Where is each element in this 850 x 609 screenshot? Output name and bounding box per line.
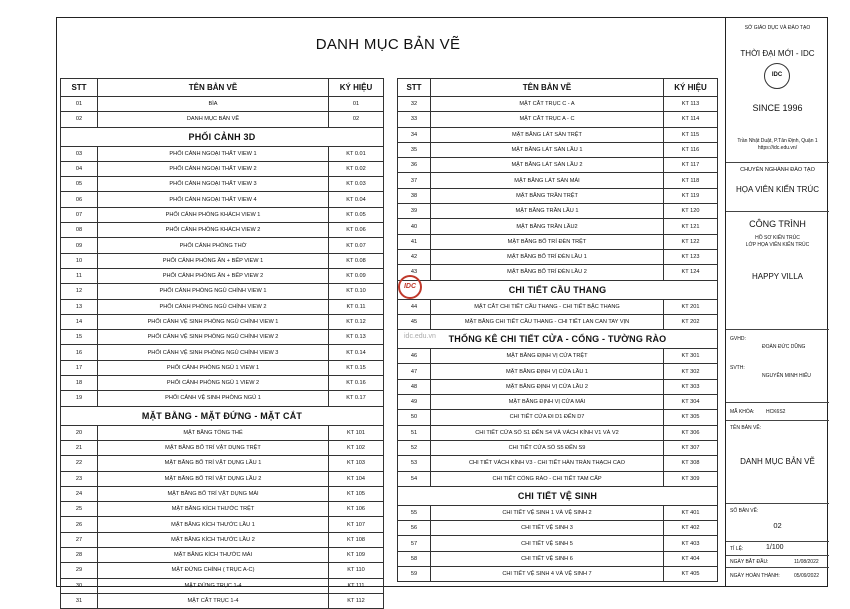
start-date-block [726,556,829,568]
table-row [61,456,384,471]
table-row [61,376,384,391]
table-row [61,284,384,299]
col-header-stt: STT [398,79,431,97]
cell-code: KT 404 [664,551,718,566]
table-row [398,471,718,486]
cell-name: MẶT BẰNG ĐỊNH VỊ CỬA TRỆT [431,349,664,364]
cell-code: KT 112 [329,593,384,608]
cell-name: DANH MỤC BẢN VẼ [98,112,329,127]
table-row [61,502,384,517]
cell-stt: 23 [61,471,98,486]
cell-stt: 17 [61,360,98,375]
cell-stt: 32 [398,97,431,112]
cell-name: PHỐI CẢNH PHÒNG ĂN + BẾP VIEW 2 [98,268,329,283]
table-row [61,391,384,406]
table-row [61,146,384,161]
cell-stt: 24 [61,486,98,501]
cell-name: MẶT BẰNG BỐ TRÍ VẬT DỤNG LẦU 2 [98,471,329,486]
cell-name: PHỐI CẢNH VỆ SINH PHÒNG NGỦ 1 [98,391,329,406]
table-row [61,161,384,176]
table-row [61,330,384,345]
cell-code: KT 104 [329,471,384,486]
table-row [61,192,384,207]
table-row [398,299,718,314]
cell-name: CHI TIẾT VỆ SINH 4 VÀ VỆ SINH 7 [431,567,664,582]
cell-name: PHỐI CẢNH VỆ SINH PHÒNG NGỦ CHÍNH VIEW 3 [98,345,329,360]
cell-stt: 12 [61,284,98,299]
table-row [398,142,718,157]
people-block [726,330,829,403]
end-date-value: 05/09/2022 [794,573,820,579]
cell-name: CHI TIẾT VỆ SINH 1 VÀ VỆ SINH 2 [431,505,664,520]
table-row [61,578,384,593]
cell-name: MẶT CẮT TRỤC 1-4 [98,593,329,608]
cell-stt: 20 [61,425,98,440]
cell-name: MẶT ĐỨNG TRỤC 1-4 [98,578,329,593]
cell-stt: 58 [398,551,431,566]
cell-name: MẶT BẰNG BỐ TRÍ ĐÈN TRỆT [431,234,664,249]
major-value: HỌA VIÊN KIẾN TRÚC [736,185,819,194]
cell-stt: 33 [398,112,431,127]
cell-stt: 03 [61,146,98,161]
scale-value: 1/100 [766,544,784,551]
svth-value: NGUYỄN MINH HIẾU [762,373,811,379]
cell-stt: 13 [61,299,98,314]
table-row [398,536,718,551]
table-row [398,204,718,219]
cell-stt: 50 [398,410,431,425]
cell-name: CHI TIẾT VỆ SINH 6 [431,551,664,566]
table-row [61,532,384,547]
cell-stt: 57 [398,536,431,551]
drawing-list-table-right [397,78,718,582]
cell-code: KT 302 [664,364,718,379]
end-date-label: NGÀY HOÀN THÀNH: [730,573,780,579]
cell-name: MẶT BẰNG LÁT SÀN MÁI [431,173,664,188]
cell-name: PHỐI CẢNH PHÒNG NGỦ CHÍNH VIEW 1 [98,284,329,299]
cell-stt: 19 [61,391,98,406]
cell-stt: 26 [61,517,98,532]
section-row [398,330,718,349]
cell-name: MẶT BẰNG TRẦN LẦU2 [431,219,664,234]
cell-code: 02 [329,112,384,127]
cell-stt: 09 [61,238,98,253]
cell-name: MẶT BẰNG ĐỊNH VỊ CỬA LẦU 2 [431,379,664,394]
cell-code: KT 0.13 [329,330,384,345]
cell-code: KT 307 [664,440,718,455]
table-row [61,471,384,486]
section-title: CHI TIẾT VỆ SINH [398,486,718,505]
cell-name: MẶT BẰNG ĐỊNH VỊ CỬA MÁI [431,395,664,410]
cell-code: KT 402 [664,521,718,536]
cell-code: KT 304 [664,395,718,410]
cell-code: KT 114 [664,112,718,127]
course-block [726,403,829,421]
page-title: DANH MỤC BẢN VẼ [315,36,461,53]
col-header-code: KÝ HIỆU [664,79,718,97]
cell-name: CHI TIẾT CỔNG RÀO - CHI TIẾT TAM CẤP [431,471,664,486]
drawing-name-block [726,421,829,504]
cell-code: KT 401 [664,505,718,520]
cell-name: PHỐI CẢNH PHÒNG NGỦ 1 VIEW 1 [98,360,329,375]
cell-code: KT 103 [329,456,384,471]
scale-label: TỈ LỆ: [730,546,744,552]
cell-code: KT 108 [329,532,384,547]
cell-code: KT 0.02 [329,161,384,176]
major-block [726,163,829,212]
table-row [61,223,384,238]
cell-name: MẶT BẰNG BỐ TRÍ ĐÈN LẦU 1 [431,249,664,264]
section-title: PHỐI CẢNH 3D [61,127,384,146]
table-row [61,299,384,314]
cell-code: KT 0.04 [329,192,384,207]
cell-code: KT 306 [664,425,718,440]
cell-stt: 34 [398,127,431,142]
cell-stt: 10 [61,253,98,268]
cell-stt: 53 [398,456,431,471]
section-title: CHI TIẾT CẦU THANG [398,280,718,299]
watermark-logo: IDC [398,275,422,299]
table-row [398,410,718,425]
cell-code: KT 107 [329,517,384,532]
table-row [398,395,718,410]
cell-stt: 14 [61,314,98,329]
cell-code: KT 109 [329,548,384,563]
cell-stt: 49 [398,395,431,410]
col-header-name: TÊN BẢN VẼ [431,79,664,97]
table-row [398,567,718,582]
end-date-block [726,568,829,587]
cell-name: MẶT BẰNG BỐ TRÍ VẬT DỤNG MÁI [98,486,329,501]
cell-code: KT 0.14 [329,345,384,360]
project-label: CÔNG TRÌNH [749,219,806,229]
table-row [61,425,384,440]
table-row [61,486,384,501]
major-label: CHUYÊN NGHÀNH ĐÀO TẠO [740,167,815,173]
cell-stt: 48 [398,379,431,394]
table-row [61,253,384,268]
cell-name: CHI TIẾT VỆ SINH 5 [431,536,664,551]
cell-code: KT 123 [664,249,718,264]
cell-name: CHI TIẾT VÁCH KÍNH V3 - CHI TIẾT HÀN TRÀN THẠCH CAO [431,456,664,471]
cell-stt: 37 [398,173,431,188]
table-row [61,268,384,283]
table-row [398,364,718,379]
table-row [61,207,384,222]
school-block [726,17,829,163]
cell-stt: 01 [61,97,98,112]
cell-stt: 36 [398,158,431,173]
cell-code: KT 403 [664,536,718,551]
drawing-name-label: TÊN BẢN VẼ: [730,425,762,431]
cell-name: MẶT ĐỨNG CHÍNH ( TRỤC A-C) [98,563,329,578]
cell-stt: 05 [61,177,98,192]
cell-name: MẶT CẮT TRỤC C - A [431,97,664,112]
cell-stt: 42 [398,249,431,264]
cell-name: CHI TIẾT CỬA SỔ S5 ĐẾN S9 [431,440,664,455]
cell-name: MẶT BẰNG BỐ TRÍ VẬT DỤNG LẦU 1 [98,456,329,471]
gvhd-label: GVHD: [730,336,746,342]
cell-name: MẶT BẰNG TRẦN LẦU 1 [431,204,664,219]
section-row [61,127,384,146]
cell-stt: 44 [398,299,431,314]
cell-name: MẶT BẰNG LÁT SÀN TRỆT [431,127,664,142]
cell-code: KT 201 [664,299,718,314]
table-row [61,314,384,329]
scale-block [726,542,829,556]
gvhd-value: ĐOÀN ĐỨC DŨNG [762,344,806,350]
table-row [61,593,384,608]
cell-stt: 02 [61,112,98,127]
cell-name: CHI TIẾT CỬA ĐI D1 ĐẾN D7 [431,410,664,425]
dept-label: SỞ GIÁO DỤC VÀ ĐÀO TẠO [744,25,811,31]
cell-name: MẶT BẰNG KÍCH THƯỚC LẦU 1 [98,517,329,532]
cell-code: KT 111 [329,578,384,593]
course-value: HCK6S2 [766,409,786,415]
table-row [398,249,718,264]
cell-name: MẶT BẰNG BỐ TRÍ ĐÈN LẦU 2 [431,265,664,280]
table-row [398,456,718,471]
table-row [61,360,384,375]
cell-name: PHỐI CẢNH PHÒNG NGỦ CHÍNH VIEW 2 [98,299,329,314]
cell-code: KT 0.03 [329,177,384,192]
website-text: https://idc.edu.vn/ [757,145,798,151]
cell-stt: 06 [61,192,98,207]
cell-code: KT 102 [329,440,384,455]
cell-code: KT 110 [329,563,384,578]
cell-stt: 27 [61,532,98,547]
cell-name: MẶT BẰNG TRẦN TRỆT [431,188,664,203]
table-row [61,345,384,360]
cell-stt: 15 [61,330,98,345]
cell-name: MẶT CẮT TRỤC A - C [431,112,664,127]
cell-code: KT 121 [664,219,718,234]
cell-name: MẶT BẰNG ĐỊNH VỊ CỬA LẦU 1 [431,364,664,379]
table-row [61,112,384,127]
cell-stt: 28 [61,548,98,563]
cell-code: KT 0.07 [329,238,384,253]
table-row [398,97,718,112]
cell-stt: 08 [61,223,98,238]
title-block [725,17,828,587]
table-row [61,548,384,563]
table-row [398,314,718,329]
project-sub2: LỚP HỌA VIÊN KIẾN TRÚC [745,242,810,248]
section-row [61,406,384,425]
cell-stt: 56 [398,521,431,536]
school-name: THỜI ĐẠI MỚI - IDC [740,49,815,58]
cell-name: PHỐI CẢNH PHÒNG KHÁCH VIEW 1 [98,207,329,222]
cell-code: KT 0.01 [329,146,384,161]
cell-code: KT 0.05 [329,207,384,222]
cell-code: KT 301 [664,349,718,364]
cell-stt: 46 [398,349,431,364]
cell-code: KT 119 [664,188,718,203]
cell-stt: 04 [61,161,98,176]
address-text: Trần Nhật Duật, P.Tân Định, Quận 1 [737,138,818,144]
cell-stt: 39 [398,204,431,219]
cell-code: KT 303 [664,379,718,394]
cell-name: PHỐI CẢNH PHÒNG KHÁCH VIEW 2 [98,223,329,238]
cell-name: PHỐI CẢNH VỆ SINH PHÒNG NGỦ CHÍNH VIEW 2 [98,330,329,345]
table-row [398,349,718,364]
table-row [398,219,718,234]
cell-name: MẶT BẰNG BỐ TRÍ VẬT DỤNG TRỆT [98,440,329,455]
project-block [726,212,829,330]
table-row [398,265,718,280]
cell-stt: 40 [398,219,431,234]
cell-code: KT 309 [664,471,718,486]
cell-stt: 25 [61,502,98,517]
table-row [398,127,718,142]
cell-stt: 43 [398,265,431,280]
cell-code: KT 0.17 [329,391,384,406]
cell-stt: 18 [61,376,98,391]
table-row [61,238,384,253]
cell-name: PHỐI CẢNH NGOẠI THẤT VIEW 1 [98,146,329,161]
cell-stt: 52 [398,440,431,455]
table-row [398,188,718,203]
cell-name: PHỐI CẢNH PHÒNG THỜ [98,238,329,253]
cell-code: KT 0.16 [329,376,384,391]
cell-name: MẶT BẰNG LÁT SÀN LẦU 1 [431,142,664,157]
project-value: HAPPY VILLA [752,272,803,281]
cell-code: KT 0.08 [329,253,384,268]
cell-name: MẶT BẰNG CHI TIẾT CẦU THANG - CHI TIẾT LAN CAN TAY VỊN [431,314,664,329]
cell-stt: 38 [398,188,431,203]
cell-code: KT 308 [664,456,718,471]
sheet-label: SỐ BẢN VẼ: [730,508,759,514]
cell-code: KT 115 [664,127,718,142]
cell-stt: 21 [61,440,98,455]
cell-code: 01 [329,97,384,112]
cell-stt: 30 [61,578,98,593]
cell-stt: 11 [61,268,98,283]
table-row [398,521,718,536]
table-row [61,517,384,532]
drawing-list-table-left [60,78,384,609]
cell-stt: 22 [61,456,98,471]
cell-stt: 35 [398,142,431,157]
cell-name: MẶT BẰNG KÍCH THƯỚC MÁI [98,548,329,563]
cell-code: KT 0.09 [329,268,384,283]
cell-name: PHỐI CẢNH VỆ SINH PHÒNG NGỦ CHÍNH VIEW 1 [98,314,329,329]
section-title: MẶT BẰNG - MẶT ĐỨNG - MẶT CẮT [61,406,384,425]
cell-stt: 45 [398,314,431,329]
col-header-name: TÊN BẢN VẼ [98,79,329,97]
cell-name: PHỐI CẢNH PHÒNG ĂN + BẾP VIEW 1 [98,253,329,268]
col-header-stt: STT [61,79,98,97]
table-row [398,505,718,520]
course-label: MÃ KHÓA: [730,409,755,415]
cell-code: KT 0.10 [329,284,384,299]
col-header-code: KÝ HIỆU [329,79,384,97]
cell-stt: 07 [61,207,98,222]
project-sub1: HỒ SƠ KIẾN TRÚC [755,235,800,241]
cell-code: KT 105 [329,486,384,501]
cell-stt: 59 [398,567,431,582]
cell-stt: 16 [61,345,98,360]
cell-stt: 29 [61,563,98,578]
cell-code: KT 0.12 [329,314,384,329]
cell-name: MẶT CẮT CHI TIẾT CẦU THANG - CHI TIẾT BẬC THANG [431,299,664,314]
cell-name: MẶT BẰNG LÁT SÀN LẦU 2 [431,158,664,173]
drawing-name-value: DANH MỤC BẢN VẼ [740,457,815,466]
cell-name: PHỐI CẢNH NGOẠI THẤT VIEW 3 [98,177,329,192]
cell-stt: 51 [398,425,431,440]
cell-name: MẶT BẰNG KÍCH THƯỚC TRỆT [98,502,329,517]
svth-label: SVTH: [730,365,745,371]
section-row [398,486,718,505]
cell-code: KT 120 [664,204,718,219]
cell-stt: 47 [398,364,431,379]
cell-code: KT 0.15 [329,360,384,375]
cell-code: KT 122 [664,234,718,249]
table-row [61,440,384,455]
cell-stt: 55 [398,505,431,520]
start-date-value: 11/08/2022 [794,559,819,565]
table-row [61,97,384,112]
cell-name: PHỐI CẢNH NGOẠI THẤT VIEW 2 [98,161,329,176]
cell-stt: 41 [398,234,431,249]
cell-code: KT 117 [664,158,718,173]
cell-stt: 31 [61,593,98,608]
cell-stt: 54 [398,471,431,486]
cell-name: MẶT BẰNG KÍCH THƯỚC LẦU 2 [98,532,329,547]
start-date-label: NGÀY BẮT ĐẦU: [730,559,769,565]
watermark-text: idc.edu.vn [404,333,436,340]
table-row [398,158,718,173]
sheet-value: 02 [773,521,782,530]
cell-code: KT 0.11 [329,299,384,314]
table-row [61,563,384,578]
cell-code: KT 101 [329,425,384,440]
cell-code: KT 305 [664,410,718,425]
since-text: SINCE 1996 [752,103,803,113]
cell-name: MẶT BẰNG TỔNG THỂ [98,425,329,440]
table-row [398,173,718,188]
table-row [398,234,718,249]
cell-code: KT 118 [664,173,718,188]
cell-code: KT 113 [664,97,718,112]
section-title: THỐNG KÊ CHI TIẾT CỬA - CỔNG - TƯỜNG RÀO [398,330,718,349]
cell-code: KT 405 [664,567,718,582]
table-row [398,379,718,394]
sheet-block [726,504,829,542]
cell-name: PHỐI CẢNH NGOẠI THẤT VIEW 4 [98,192,329,207]
cell-name: CHI TIẾT VỆ SINH 3 [431,521,664,536]
cell-name: PHỐI CẢNH PHÒNG NGỦ 1 VIEW 2 [98,376,329,391]
table-row [61,177,384,192]
table-row [398,112,718,127]
school-logo: IDC [764,63,790,89]
cell-name: BÌA [98,97,329,112]
table-row [398,551,718,566]
cell-code: KT 124 [664,265,718,280]
table-row [398,440,718,455]
table-row [398,425,718,440]
cell-code: KT 106 [329,502,384,517]
cell-name: CHI TIẾT CỬA SỔ S1 ĐẾN S4 VÀ VÁCH KÍNH V1 VÀ V2 [431,425,664,440]
cell-code: KT 116 [664,142,718,157]
cell-code: KT 0.06 [329,223,384,238]
section-row [398,280,718,299]
cell-code: KT 202 [664,314,718,329]
